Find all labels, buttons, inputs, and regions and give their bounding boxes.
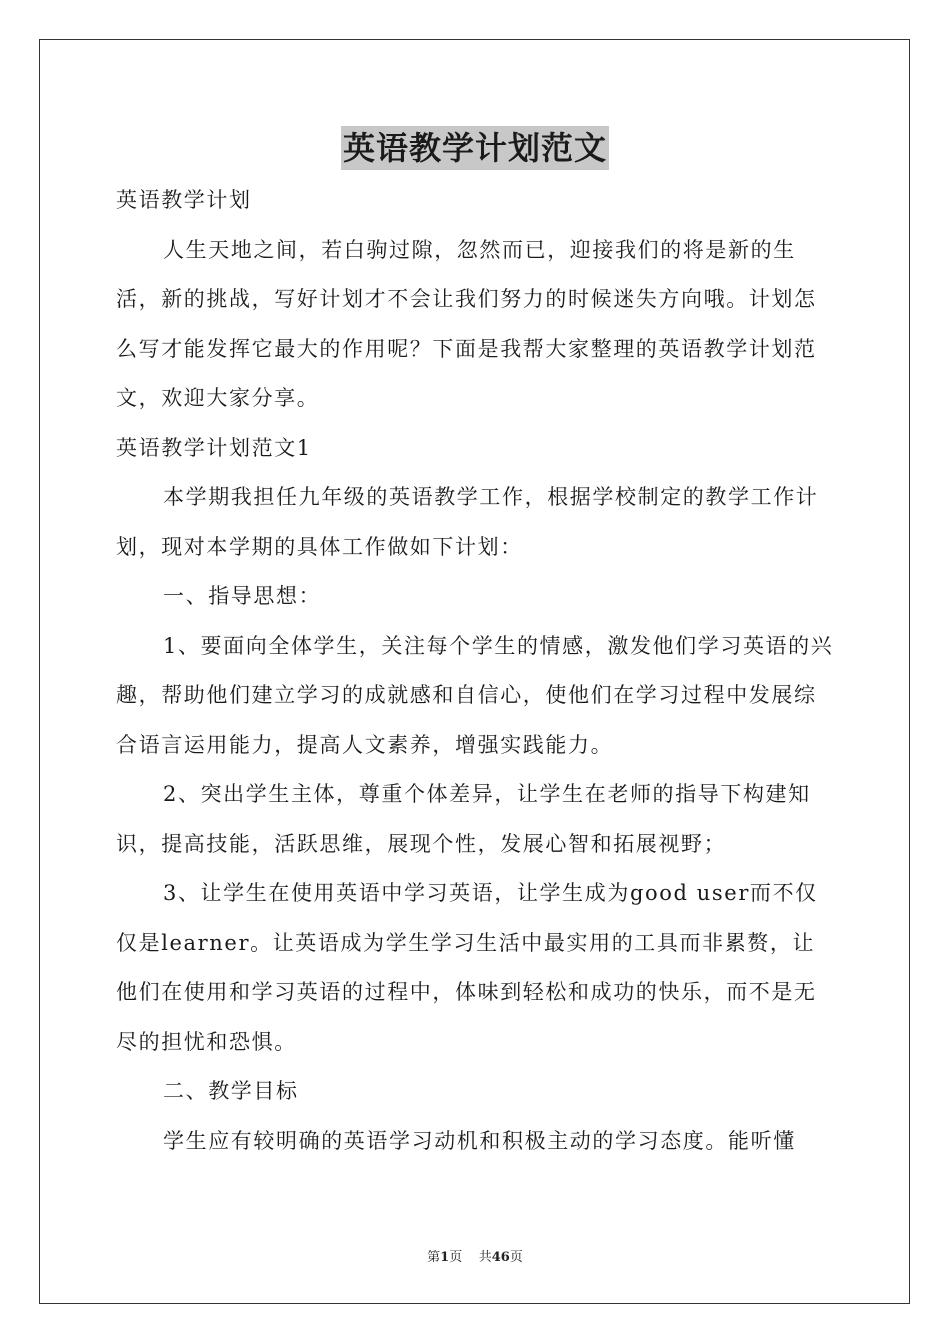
total-prefix: 共 xyxy=(478,1250,492,1265)
title-area xyxy=(0,126,950,170)
paragraph: 英语教学计划 xyxy=(116,188,252,212)
paragraph: 2、突出学生主体，尊重个体差异，让学生在老师的指导下构建知识，提高技能，活跃思维，展现个性，发展心智和拓展视野； xyxy=(116,782,811,856)
page-suffix: 页 xyxy=(449,1250,463,1265)
paragraph: 3、让学生在使用英语中学习英语，让学生成为good user而不仅仅是learner。让英语成为学生学习生活中最实用的工具而非累赘，让他们在使用和学习英语的过程中，体味到轻松和成功的快乐，而不是无尽的担忧和恐惧。 xyxy=(116,881,818,1054)
total-pages: 46 xyxy=(491,1250,510,1265)
total-suffix: 页 xyxy=(509,1250,523,1265)
paragraph: 人生天地之间，若白驹过隙，忽然而已，迎接我们的将是新的生活，新的挑战，写好计划才不会让我们努力的时候迷失方向哦。计划怎么写才能发挥它最大的作用呢？下面是我帮大家整理的英语教学计划范文，欢迎大家分享。 xyxy=(116,237,817,410)
paragraph: 学生应有较明确的英语学习动机和积极主动的学习态度。能听懂 xyxy=(163,1128,796,1153)
page-number: 1 xyxy=(440,1250,450,1265)
paragraph: 英语教学计划范文1 xyxy=(116,435,312,460)
document-body xyxy=(116,176,834,1166)
paragraph: 二、教学目标 xyxy=(163,1079,299,1103)
paragraph: 1、要面向全体学生，关注每个学生的情感，激发他们学习英语的兴趣，帮助他们建立学习的成就感和自信心，使他们在学习过程中发展综合语言运用能力，提高人文素养，增强实践能力。 xyxy=(116,633,834,757)
page-prefix: 第 xyxy=(427,1250,441,1265)
document-title: 英语教学计划范文 xyxy=(341,126,609,170)
paragraph: 一、指导思想： xyxy=(163,584,322,608)
page-footer xyxy=(0,1246,950,1265)
paragraph: 本学期我担任九年级的英语教学工作，根据学校制定的教学工作计划，现对本学期的具体工作做如下计划： xyxy=(116,485,819,559)
